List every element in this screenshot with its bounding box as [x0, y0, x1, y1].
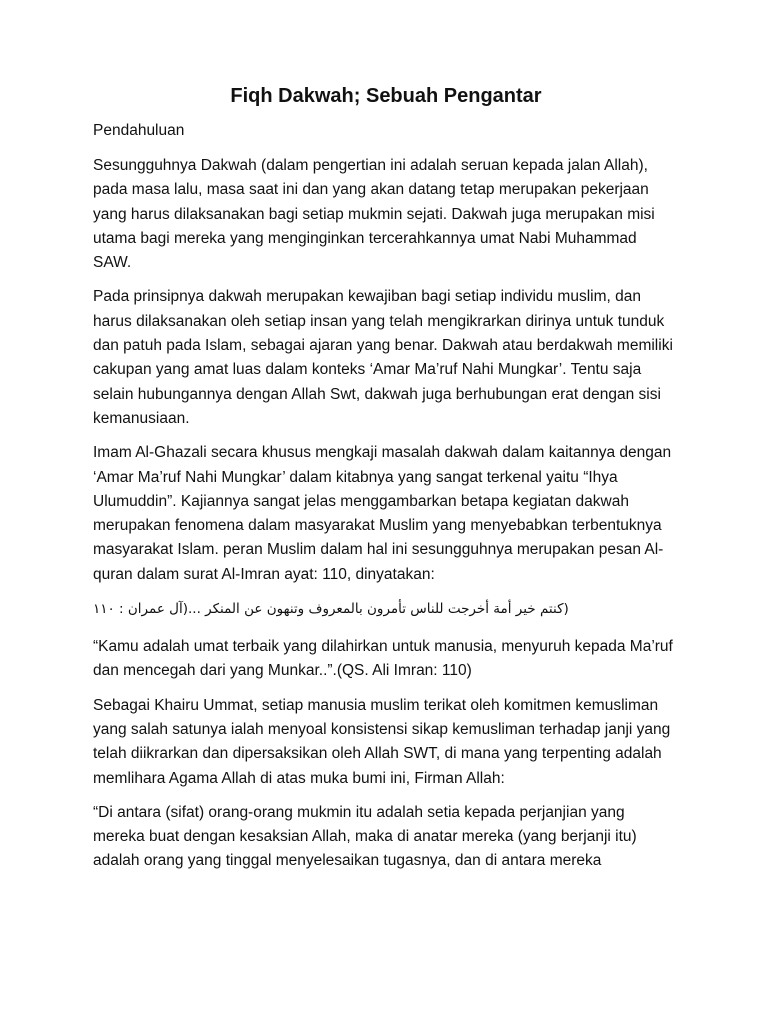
paragraph: Sebagai Khairu Ummat, setiap manusia muslim terikat oleh komitmen kemusliman yang salah satunya ialah menyoal konsistensi sikap kemusliman terhadap janji yang telah diikrarkan dan dipersaksikan oleh Allah SWT, di mana yang terpenting adalah memlihara Agama Allah di atas muka bumi ini, Firman Allah: [93, 696, 671, 787]
paragraph: Imam Al-Ghazali secara khusus mengkaji masalah dakwah dalam kaitannya dengan ‘Amar Ma’ruf Nahi Mungkar’ dalam kitabnya yang sangat terkenal yaitu “Ihya Ulumuddin”. Kajiannya sangat jelas menggambarkan betapa kegiatan dakwah merupakan fenomena dalam masyarakat Muslim yang menyebabkan terbentuknya masyarakat Islam. peran Muslim dalam hal ini sesungguhnya merupakan pesan Al-quran dalam surat Al-Imran ayat: 110, dinyatakan: [93, 444, 672, 583]
document-body [93, 82, 679, 884]
paragraph: Pada prinsipnya dakwah merupakan kewajiban bagi setiap individu muslim, dan harus dilaksanakan oleh setiap insan yang telah mengikrarkan dirinya untuk tunduk dan patuh pada Islam, sebagai ajaran yang benar. Dakwah atau berdakwah memiliki cakupan yang amat luas dalam konteks ‘Amar Ma’ruf Nahi Mungkar’. Tentu saja selain hubungannya dengan Allah Swt, dakwah juga berhubungan erat dengan sisi kemanusiaan. [93, 288, 673, 427]
paragraph: Sesungguhnya Dakwah (dalam pengertian ini adalah seruan kepada jalan Allah), pada masa lalu, masa saat ini dan yang akan datang tetap merupakan pekerjaan yang harus dilaksanakan bagi setiap mukmin sejati. Dakwah juga merupakan misi utama bagi mereka yang menginginkan tercerahkannya umat Nabi Muhammad SAW. [93, 157, 655, 272]
document-title: Fiqh Dakwah; Sebuah Pengantar [230, 85, 542, 107]
arabic-verse: (كنتم خير أمة أخرجت للناس تأمرون بالمعروف وتنهون عن المنكر ...(آل عمران : ١١٠ [93, 601, 569, 618]
quote-paragraph: “Di antara (sifat) orang-orang mukmin itu adalah setia kepada perjanjian yang mereka buat dengan kesaksian Allah, maka di anatar mereka (yang berjanji itu) adalah orang yang tinggal menyelesaikan tugasnya, dan di antara mereka [93, 803, 637, 870]
verse-translation: “Kamu adalah umat terbaik yang dilahirkan untuk manusia, menyuruh kepada Ma’ruf dan mencegah dari yang Munkar..”.(QS. Ali Imran: 110) [93, 638, 673, 680]
section-heading: Pendahuluan [93, 122, 185, 139]
